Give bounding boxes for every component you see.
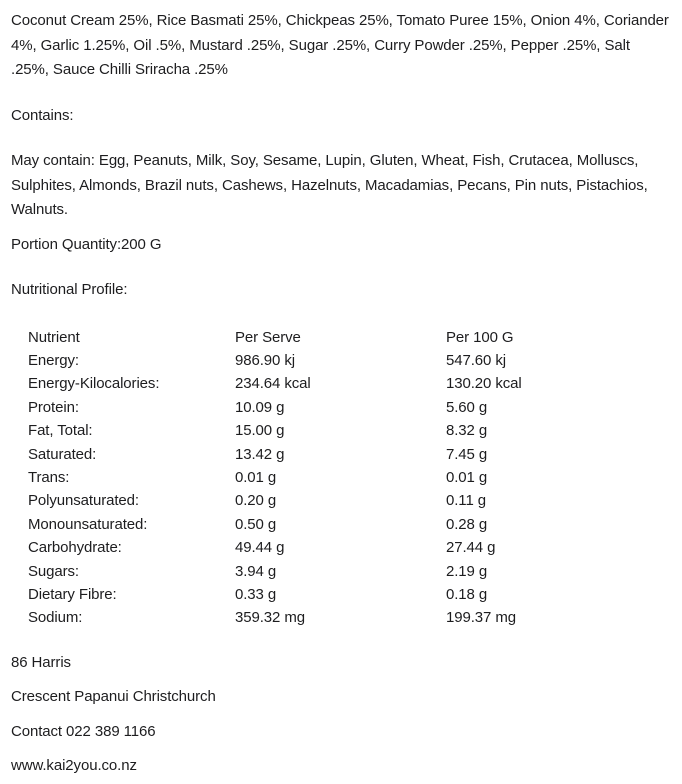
nutrient-name: Dietary Fibre: [28,585,117,603]
contains-label: Contains: [11,106,74,124]
product-info-page [11,9,671,779]
ingredients-text: Coconut Cream 25%, Rice Basmati 25%, Chickpeas 25%, Tomato Puree 15%, Onion 4%, Coriander 4%, Garlic 1.25%, Oil .5%, Mustard .25%, Sugar .25%, Curry Powder .25%, Pepper .25%, Salt .25%, Sauce Chilli Sriracha .25% [11,12,669,78]
portion-quantity-text: Portion Quantity:200 G [11,235,162,253]
nutrient-name: Protein: [28,398,79,416]
per-serve-value: 359.32 mg [235,609,305,627]
per-serve-value: 10.09 g [235,398,285,416]
nutrient-name: Sodium: [28,609,83,627]
per-100g-value: 7.45 g [446,445,488,463]
table-row [28,419,671,442]
table-row [28,606,671,629]
per-serve-value: 986.90 kj [235,351,295,369]
per-serve-value: 13.42 g [235,445,285,463]
table-row [28,489,671,512]
nutrition-table [28,326,671,630]
column-header-nutrient: Nutrient [28,328,80,346]
per-serve-value: 49.44 g [235,539,285,557]
per-serve-value: 0.50 g [235,515,277,533]
table-row [28,466,671,489]
per-100g-value: 547.60 kj [446,351,506,369]
nutrient-name: Polyunsaturated: [28,492,139,510]
nutrient-name: Trans: [28,468,70,486]
nutrient-name: Monounsaturated: [28,515,148,533]
table-row [28,349,671,372]
per-serve-value: 0.20 g [235,492,277,510]
table-row [28,396,671,419]
nutrient-name: Fat, Total: [28,422,93,440]
table-row [28,513,671,536]
nutrient-name: Sugars: [28,562,79,580]
address-line-1: 86 Harris [11,653,71,671]
table-row [28,443,671,466]
nutritional-profile-label: Nutritional Profile: [11,281,128,298]
per-100g-value: 0.11 g [446,492,486,510]
contact-phone: Contact 022 389 1166 [11,722,156,740]
per-serve-value: 234.64 kcal [235,375,311,393]
per-100g-value: 5.60 g [446,398,488,416]
per-serve-value: 15.00 g [235,422,285,440]
per-100g-value: 0.01 g [446,468,488,486]
per-100g-value: 8.32 g [446,422,488,440]
nutrient-name: Energy-Kilocalories: [28,375,160,393]
address-line-2: Crescent Papanui Christchurch [11,688,216,706]
column-header-per-serve: Per Serve [235,328,301,346]
nutrient-name: Energy: [28,351,79,369]
per-100g-value: 0.28 g [446,515,488,533]
table-row [28,560,671,583]
may-contain-text: May contain: Egg, Peanuts, Milk, Soy, Sesame, Lupin, Gluten, Wheat, Fish, Crutacea, Molluscs, Sulphites, Almonds, Brazil nuts, Cashews, Hazelnuts, Macadamias, Pecans, Pin nuts, Pistachios, Walnuts. [11,152,648,218]
table-row [28,583,671,606]
per-100g-value: 130.20 kcal [446,375,522,393]
table-row [28,372,671,395]
per-serve-value: 0.01 g [235,468,277,486]
per-100g-value: 2.19 g [446,562,488,580]
contact-footer [11,651,671,779]
per-serve-value: 0.33 g [235,585,277,603]
table-row [28,536,671,559]
per-100g-value: 0.18 g [446,585,488,603]
nutrient-name: Carbohydrate: [28,539,122,557]
column-header-per-100g: Per 100 G [446,328,514,346]
per-serve-value: 3.94 g [235,562,277,580]
per-100g-value: 199.37 mg [446,609,516,627]
nutrition-table-body [28,349,671,630]
nutrient-name: Saturated: [28,445,97,463]
website-url: www.kai2you.co.nz [11,757,137,775]
table-header-row [28,326,671,349]
per-100g-value: 27.44 g [446,539,496,557]
